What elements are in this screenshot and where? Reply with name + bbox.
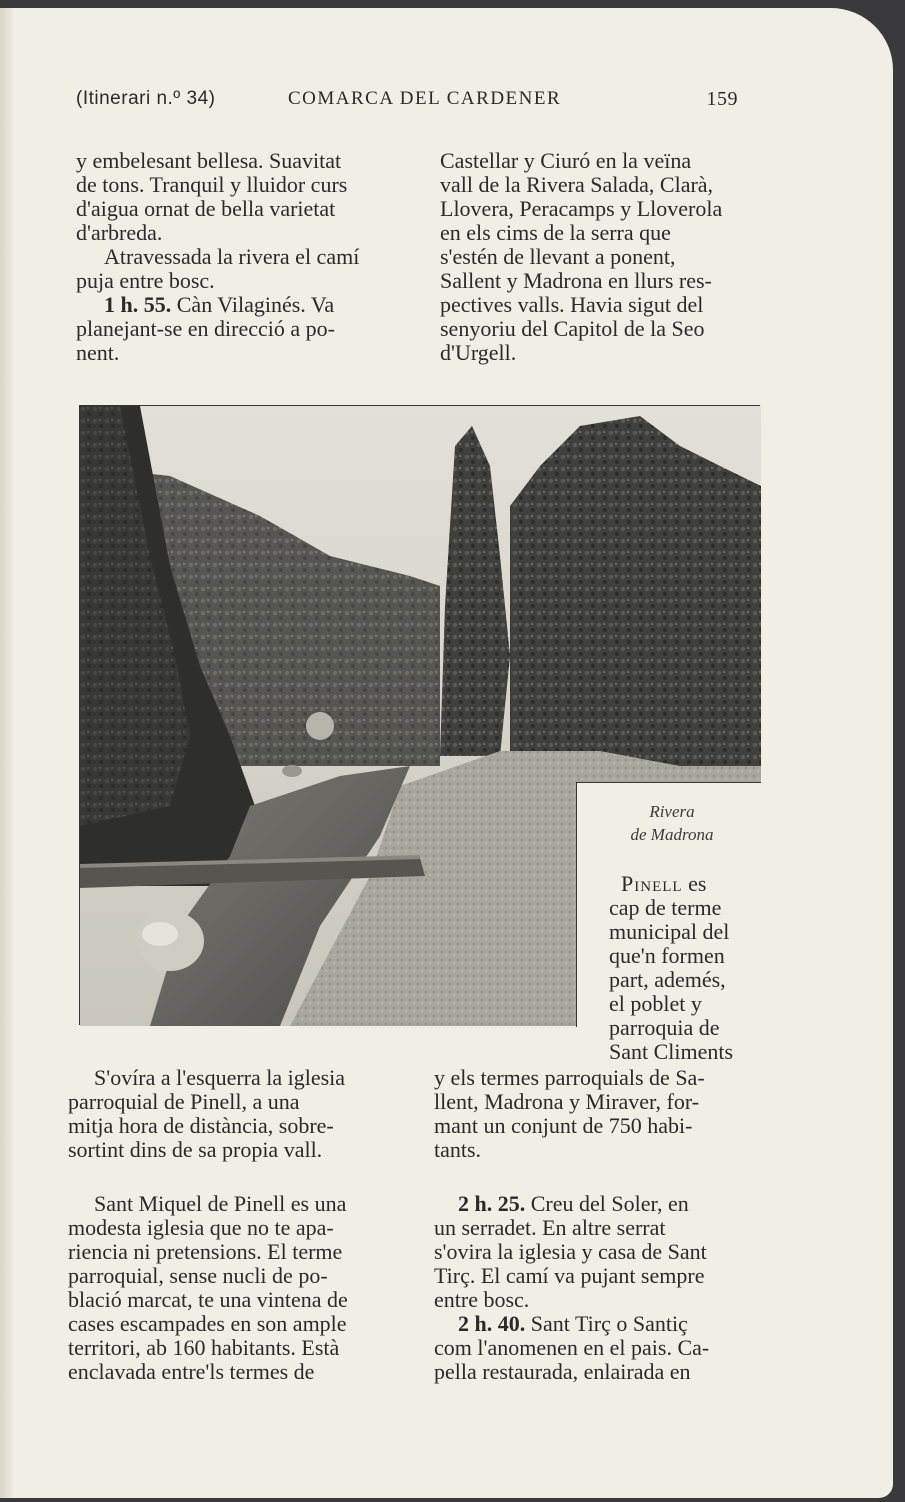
- chapter-title: COMARCA DEL CARDENER: [288, 88, 562, 109]
- paragraph: [68, 1192, 402, 1384]
- pinell-paragraph: [609, 872, 763, 1064]
- page-gutter: [0, 8, 14, 1498]
- text-line: en els cims de la serra que: [440, 220, 671, 245]
- paragraph: [434, 1312, 768, 1384]
- text-line: d'Urgell.: [440, 340, 517, 365]
- text-line: parroquial, sense nucli de po-: [68, 1263, 328, 1288]
- top-right-column: [440, 149, 768, 365]
- paragraph: [68, 1066, 402, 1162]
- bottom-right-column: [434, 1066, 768, 1384]
- text-line: parroquia de: [609, 1015, 720, 1040]
- page-number: 159: [706, 88, 738, 110]
- text-line: s'ovira la iglesia y casa de Sant: [434, 1239, 707, 1264]
- text-line: enclavada entre'ls termes de: [68, 1359, 315, 1384]
- paragraph: [76, 293, 404, 365]
- paragraph: [76, 245, 404, 293]
- text-line: parroquial de Pinell, a una: [68, 1089, 300, 1114]
- text-line: Castellar y Ciuró en la veïna: [440, 148, 692, 173]
- text-line: Sant Climents: [609, 1039, 734, 1064]
- text-line: llent, Madrona y Miraver, for-: [434, 1089, 700, 1114]
- text-line: Atravessada la rivera el camí: [104, 244, 360, 269]
- text-line: nent.: [76, 340, 120, 365]
- text-line: mant un conjunt de 750 habi-: [434, 1113, 693, 1138]
- text-line: S'ovíra a l'esquerra la iglesia: [94, 1065, 346, 1090]
- text-line: d'arbreda.: [76, 220, 163, 245]
- text-line: Sant Tirç o Santiç: [525, 1311, 688, 1336]
- text-line: cap de terme: [609, 895, 722, 920]
- text-line: tants.: [434, 1137, 482, 1162]
- figure-caption: [612, 800, 732, 846]
- text-line: s'estén de llevant a ponent,: [440, 244, 676, 269]
- text-line: es: [682, 871, 707, 896]
- text-line: com l'anomenen en el pais. Ca-: [434, 1335, 710, 1360]
- text-line: pella restaurada, enlairada en: [434, 1359, 691, 1384]
- text-line: el poblet y: [609, 991, 702, 1016]
- text-line: Llovera, Peracamps y Lloverola: [440, 196, 723, 221]
- text-line: y els termes parroquials de Sa-: [434, 1065, 705, 1090]
- text-line: Sallent y Madrona en llurs res-: [440, 268, 712, 293]
- time-marker: 1 h. 55.: [104, 292, 172, 317]
- text-line: Tirç. El camí va pujant sempre: [434, 1263, 705, 1288]
- text-line: Creu del Soler, en: [525, 1191, 689, 1216]
- text-line: cases escampades en son ample: [68, 1311, 347, 1336]
- text-line: territori, ab 160 habitants. Està: [68, 1335, 340, 1360]
- caption-line: de Madrona: [630, 825, 714, 844]
- text-line: sortint dins de sa propia vall.: [68, 1137, 323, 1162]
- text-line: de tons. Tranquil y lluidor curs: [76, 172, 348, 197]
- text-line: Sant Miquel de Pinell es una: [94, 1191, 347, 1216]
- paragraph: [76, 149, 404, 245]
- top-left-column: [76, 149, 404, 365]
- paragraph: [440, 149, 768, 365]
- time-marker: 2 h. 40.: [458, 1311, 526, 1336]
- bottom-left-column: [68, 1066, 402, 1384]
- text-line: mitja hora de distància, sobre-: [68, 1113, 334, 1138]
- text-line: pectives valls. Havia sigut del: [440, 292, 704, 317]
- book-page: [0, 8, 893, 1498]
- place-name: Pinell: [621, 871, 683, 896]
- text-line: part, ademés,: [609, 967, 726, 992]
- text-line: vall de la Rivera Salada, Clarà,: [440, 172, 714, 197]
- paragraph: [434, 1192, 768, 1312]
- text-line: un serradet. En altre serrat: [434, 1215, 666, 1240]
- caption-line: Rivera: [649, 802, 695, 821]
- text-line: Càn Vilaginés. Va: [171, 292, 335, 317]
- paragraph: [434, 1066, 768, 1162]
- text-line: que'n formen: [609, 943, 725, 968]
- text-line: entre bosc.: [434, 1287, 530, 1312]
- text-line: senyoriu del Capitol de la Seo: [440, 316, 705, 341]
- text-line: puja entre bosc.: [76, 268, 215, 293]
- text-line: riencia ni pretensions. El terme: [68, 1239, 343, 1264]
- running-header: [76, 88, 738, 118]
- text-line: d'aigua ornat de bella varietat: [76, 196, 336, 221]
- text-line: planejant-se en direcció a po-: [76, 316, 335, 341]
- itinerary-label: (Itinerari n.º 34): [76, 88, 216, 109]
- text-line: blació marcat, te una vintena de: [68, 1287, 348, 1312]
- text-line: municipal del: [609, 919, 730, 944]
- text-line: modesta iglesia que no te apa-: [68, 1215, 334, 1240]
- time-marker: 2 h. 25.: [458, 1191, 526, 1216]
- text-line: y embelesant bellesa. Suavitat: [76, 148, 342, 173]
